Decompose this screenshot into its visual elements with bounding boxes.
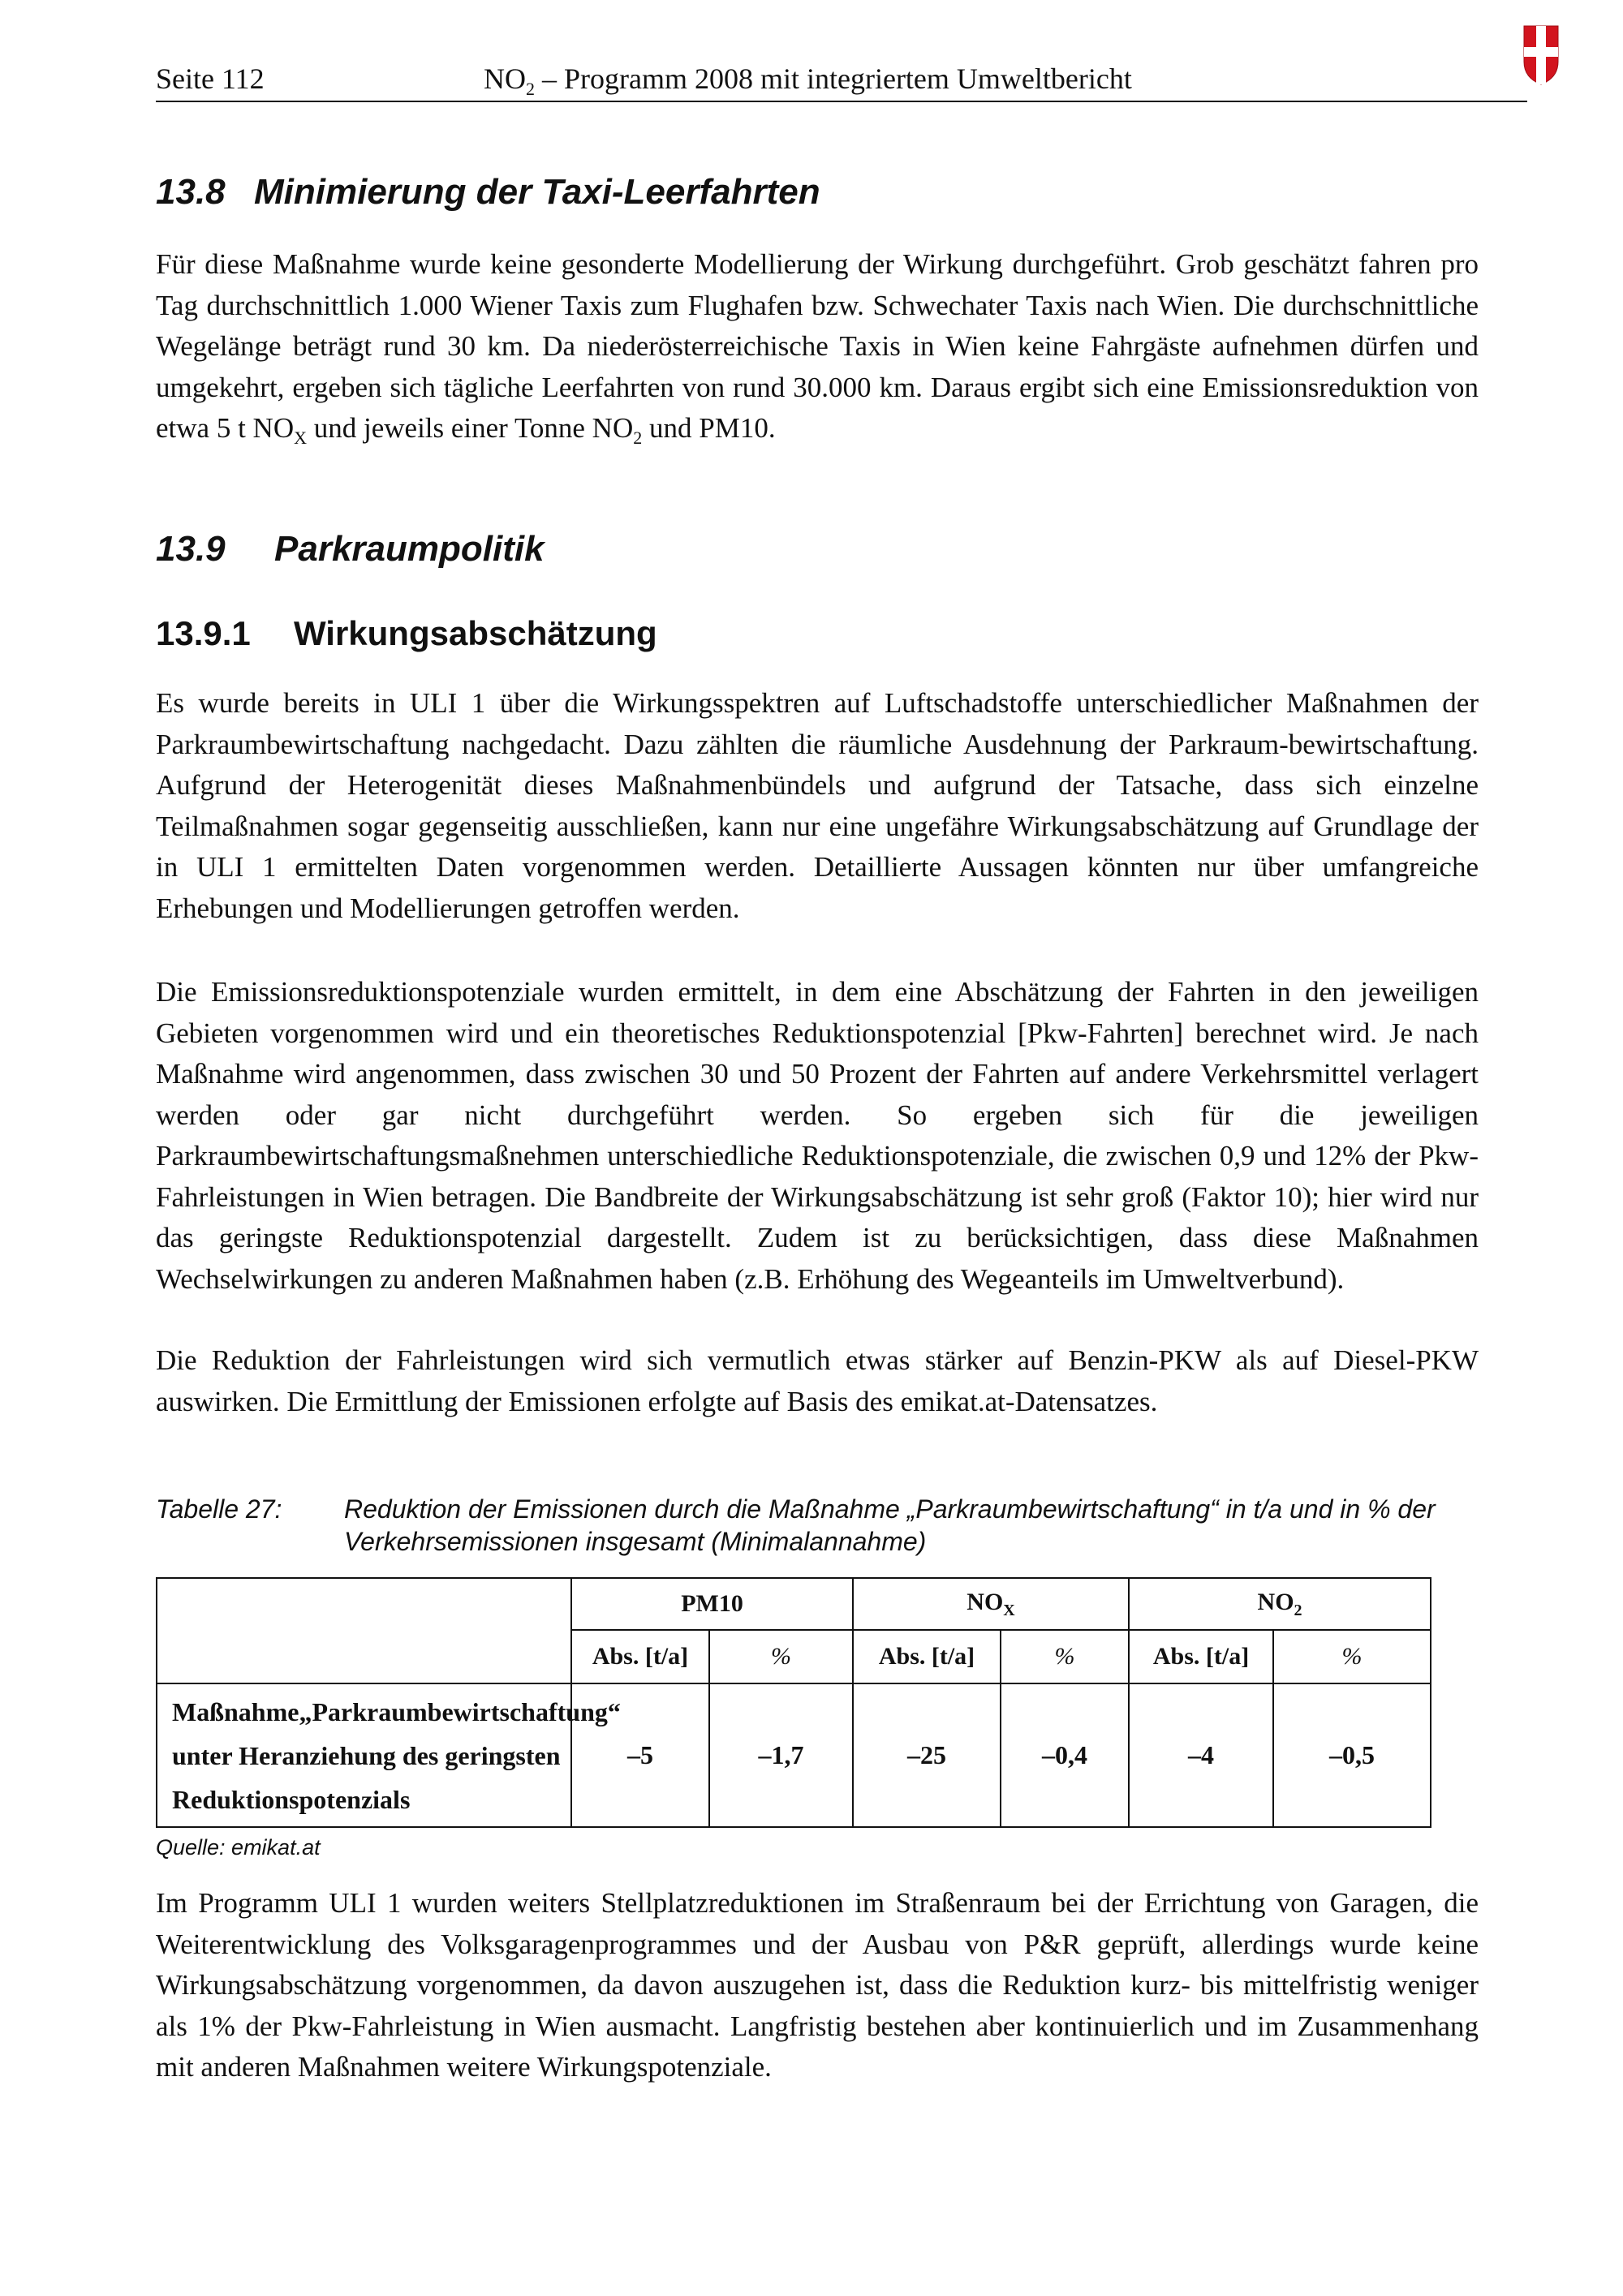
wirkung-paragraph-1: Es wurde bereits in ULI 1 über die Wirkungsspektren auf Luftschadstoffe unterschiedlicher Maßnahmen der Parkraumbewirtschaftung nachgedacht. Dazu zählten die räumliche Ausdehnung der Parkraum-bewirtschaftung. Aufgrund der Heterogenität dieses Maßnahmenbündels und aufgrund der Tatsache, dass sich einzelne Teilmaßnahmen sogar gegenseitig ausschließen, kann nur eine ungefähre Wirkungsabschätzung auf Grundlage der in ULI 1 ermittelten Daten vorgenommen werden. Detaillierte Aussagen könnten nur über umfangreiche Erhebungen und Modellierungen getroffen werden. — [156, 687, 1479, 924]
section-13-8-number: 13.8 — [156, 172, 226, 212]
emission-reduction-table — [156, 1577, 1431, 1828]
table-caption-text: Reduktion der Emissionen durch die Maßnahme „Parkraumbewirtschaftung“ in t/a und in % der Verkehrsemissionen insgesamt (Minimalannahme) — [344, 1494, 1436, 1556]
section-13-9-1-heading — [156, 614, 657, 653]
section-13-9-heading — [156, 529, 545, 570]
table-caption-label: Tabelle 27: — [156, 1494, 282, 1524]
col-group-nox: $NO_X$ — [853, 1578, 1129, 1630]
col-group-pm10: PM10 — [571, 1578, 853, 1630]
vienna-crest-icon — [1522, 24, 1560, 86]
section-13-8-heading — [156, 172, 820, 213]
table-source: Quelle: emikat.at — [156, 1835, 321, 1860]
subheader-nox-abs: Abs. [t/a] — [853, 1630, 1001, 1683]
value-pm10-pct: –1,7 — [709, 1683, 853, 1827]
page-header — [156, 55, 1527, 102]
section-13-8-title: Minimierung der Taxi-Leerfahrten — [254, 172, 820, 212]
section-13-8-paragraph: Für diese Maßnahme wurde keine gesonderte Modellierung der Wirkung durchgeführt. Grob geschätzt fahren pro Tag durchschnittlich 1.000 Wiener Taxis zum Flughafen bzw. Schwechater Taxis nach Wien. Die durchschnittliche Wegelänge beträgt rund 30 km. Da niederösterreichische Taxis in Wien keine Fahrgäste aufnehmen dürfen und umgekehrt, ergeben sich tägliche Leerfahrten von rund 30.000 km. Daraus ergibt sich eine Emissionsreduktion von etwa 5 t $NO_X$ und jeweils einer Tonne $NO_2$ und PM10. — [156, 248, 1479, 448]
document-title: $NO_2$ – Programm 2008 mit integriertem Umweltbericht — [484, 62, 1132, 100]
table-row — [157, 1683, 1431, 1827]
subheader-pm10-pct: % — [709, 1630, 853, 1683]
section-13-9-number: 13.9 — [156, 529, 226, 569]
table-corner-cell — [157, 1578, 571, 1683]
wirkung-paragraph-2: Die Emissionsreduktionspotenziale wurden ermittelt, in dem eine Abschätzung der Fahrten in den jeweiligen Gebieten vorgenommen wird und ein theoretisches Reduktionspotenzial [Pkw-Fahrten] berechnet wird. Je nach Maßnahme wird angenommen, dass zwischen 30 und 50 Prozent der Fahrten auf andere Verkehrsmittel verlagert werden oder gar nicht durchgeführt werden. So ergeben sich für die jeweiligen Parkraumbewirtschaftungsmaßnehmen unterschiedliche Reduktionspotenziale, die zwischen 0,9 und 12% der Pkw-Fahrleistungen in Wien betragen. Die Bandbreite der Wirkungsabschätzung ist sehr groß (Faktor 10); hier wird nur das geringste Reduktionspotenzial dargestellt. Zudem ist zu berücksichtigen, dass diese Maßnahmen Wechselwirkungen zu anderen Maßnahmen haben (z.B. Erhöhung des Wegeanteils im Umweltverbund). — [156, 976, 1479, 1295]
wirkung-paragraph-3: Die Reduktion der Fahrleistungen wird sich vermutlich etwas stärker auf Benzin-PKW als auf Diesel-PKW auswirken. Die Ermittlung der Emissionen erfolgte auf Basis des emikat.at-Datensatzes. — [156, 1344, 1479, 1417]
subheader-pm10-abs: Abs. [t/a] — [571, 1630, 709, 1683]
subheader-no2-abs: Abs. [t/a] — [1129, 1630, 1273, 1683]
page-number: Seite 112 — [156, 62, 265, 95]
value-nox-abs: –25 — [853, 1683, 1001, 1827]
value-nox-pct: –0,4 — [1001, 1683, 1129, 1827]
section-13-9-1-number: 13.9.1 — [156, 614, 251, 652]
crest-cross-horizontal — [1524, 47, 1558, 57]
section-13-9-title: Parkraumpolitik — [274, 529, 545, 569]
value-pm10-abs: –5 — [571, 1683, 709, 1827]
row-label: Maßnahme„Parkraumbewirtschaftung“ unter Heranziehung des geringsten Reduktionspotenzials — [157, 1683, 571, 1827]
wirkung-paragraph-4: Im Programm ULI 1 wurden weiters Stellplatzreduktionen im Straßenraum bei der Errichtung von Garagen, die Weiterentwicklung des Volksgaragenprogrammes und der Ausbau von P&R geprüft, allerdings wurde keine Wirkungsabschätzung vorgenommen, da davon auszugehen ist, dass die Reduktion kurz- bis mittelfristig weniger als 1% der Pkw-Fahrleistung in Wien ausmacht. Langfristig bestehen aber kontinuierlich und im Zusammenhang mit anderen Maßnahmen weitere Wirkungspotenziale. — [156, 1887, 1479, 2083]
section-13-9-1-title: Wirkungsabschätzung — [294, 614, 657, 652]
subheader-no2-pct: % — [1273, 1630, 1431, 1683]
table-group-header-row — [157, 1578, 1431, 1630]
value-no2-pct: –0,5 — [1273, 1683, 1431, 1827]
col-group-no2: $NO_2$ — [1129, 1578, 1431, 1630]
value-no2-abs: –4 — [1129, 1683, 1273, 1827]
subheader-nox-pct: % — [1001, 1630, 1129, 1683]
